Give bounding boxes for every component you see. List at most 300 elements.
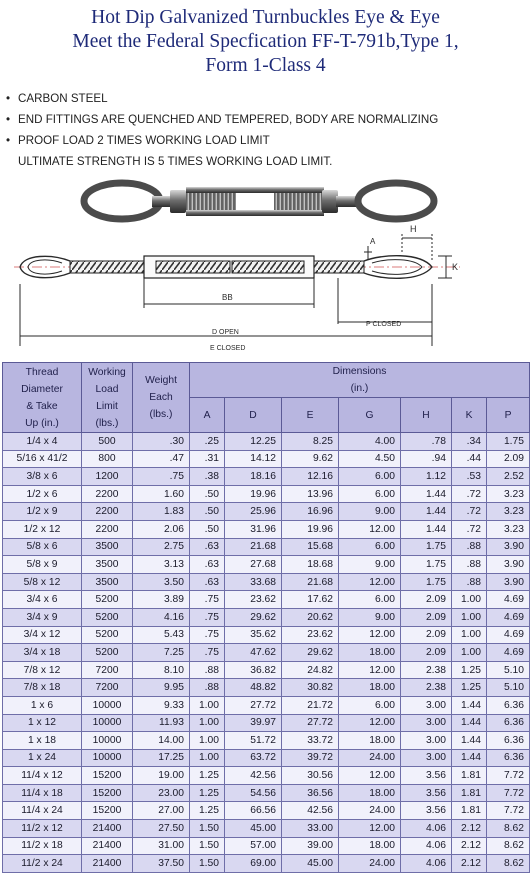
k-cell: .88 bbox=[452, 573, 487, 591]
p-cell: 4.69 bbox=[487, 608, 530, 626]
weight-cell: 27.00 bbox=[133, 802, 190, 820]
g-cell: 18.00 bbox=[339, 679, 401, 697]
title-line-2: Meet the Federal Specfication FF-T-791b,Type 1, bbox=[72, 31, 459, 52]
p-cell: 7.72 bbox=[487, 767, 530, 785]
k-cell: 1.00 bbox=[452, 626, 487, 644]
label-bb: BB bbox=[222, 293, 233, 302]
table-row bbox=[3, 468, 530, 486]
wll-cell: 7200 bbox=[82, 661, 133, 679]
thread-cell: 5/8 x 12 bbox=[3, 573, 82, 591]
e-cell: 13.96 bbox=[282, 485, 339, 503]
e-cell: 21.72 bbox=[282, 696, 339, 714]
h-cell: 1.12 bbox=[401, 468, 452, 486]
weight-cell: 4.16 bbox=[133, 608, 190, 626]
p-cell: 4.69 bbox=[487, 644, 530, 662]
d-cell: 48.82 bbox=[225, 679, 282, 697]
weight-cell: .75 bbox=[133, 468, 190, 486]
wll-cell: 2200 bbox=[82, 520, 133, 538]
a-cell: 1.00 bbox=[190, 732, 225, 750]
h-cell: 2.09 bbox=[401, 591, 452, 609]
header-line: Dimensions bbox=[332, 366, 387, 377]
e-cell: 39.72 bbox=[282, 749, 339, 767]
g-cell: 12.00 bbox=[339, 626, 401, 644]
table-row bbox=[3, 503, 530, 521]
wll-cell: 21400 bbox=[82, 855, 133, 873]
p-cell: 2.09 bbox=[487, 450, 530, 468]
k-cell: .88 bbox=[452, 556, 487, 574]
p-cell: 8.62 bbox=[487, 855, 530, 873]
e-cell: 30.82 bbox=[282, 679, 339, 697]
d-cell: 39.97 bbox=[225, 714, 282, 732]
h-cell: 2.09 bbox=[401, 608, 452, 626]
h-cell: 1.44 bbox=[401, 503, 452, 521]
p-cell: 3.90 bbox=[487, 538, 530, 556]
weight-cell: 3.50 bbox=[133, 573, 190, 591]
table-row bbox=[3, 820, 530, 838]
e-cell: 33.72 bbox=[282, 732, 339, 750]
a-cell: 1.50 bbox=[190, 837, 225, 855]
title-line-1: Hot Dip Galvanized Turnbuckles Eye & Eye bbox=[91, 7, 440, 28]
k-cell: .53 bbox=[452, 468, 487, 486]
k-cell: .72 bbox=[452, 485, 487, 503]
thread-diameter-header bbox=[3, 363, 82, 433]
a-cell: 1.50 bbox=[190, 855, 225, 873]
g-cell: 9.00 bbox=[339, 503, 401, 521]
e-cell: 45.00 bbox=[282, 855, 339, 873]
weight-cell: 27.50 bbox=[133, 820, 190, 838]
title-line-3: Form 1-Class 4 bbox=[205, 55, 326, 76]
wll-cell: 3500 bbox=[82, 573, 133, 591]
table-row bbox=[3, 644, 530, 662]
g-cell: 9.00 bbox=[339, 608, 401, 626]
g-cell: 18.00 bbox=[339, 837, 401, 855]
h-cell: 2.09 bbox=[401, 644, 452, 662]
thread-cell: 1/4 x 4 bbox=[3, 433, 82, 451]
d-cell: 69.00 bbox=[225, 855, 282, 873]
k-cell: 1.25 bbox=[452, 661, 487, 679]
a-cell: 1.00 bbox=[190, 749, 225, 767]
h-cell: .78 bbox=[401, 433, 452, 451]
table-row bbox=[3, 520, 530, 538]
k-cell: 1.44 bbox=[452, 696, 487, 714]
h-cell: 2.38 bbox=[401, 679, 452, 697]
weight-cell: 3.89 bbox=[133, 591, 190, 609]
right-nut bbox=[322, 190, 338, 213]
g-cell: 18.00 bbox=[339, 732, 401, 750]
wll-cell: 500 bbox=[82, 433, 133, 451]
thread-cell: 1/2 x 9 bbox=[3, 503, 82, 521]
header-line: Working bbox=[88, 366, 126, 378]
table-row bbox=[3, 802, 530, 820]
body-frame-bottom bbox=[186, 210, 324, 216]
weight-cell: 1.83 bbox=[133, 503, 190, 521]
p-cell: 3.90 bbox=[487, 573, 530, 591]
table-row bbox=[3, 732, 530, 750]
wll-cell: 2200 bbox=[82, 485, 133, 503]
table-row bbox=[3, 450, 530, 468]
p-cell: 6.36 bbox=[487, 714, 530, 732]
wll-cell: 15200 bbox=[82, 802, 133, 820]
weight-cell: 7.25 bbox=[133, 644, 190, 662]
p-cell: 5.10 bbox=[487, 661, 530, 679]
h-cell: 3.56 bbox=[401, 784, 452, 802]
p-cell: 2.52 bbox=[487, 468, 530, 486]
thread-cell: 3/4 x 9 bbox=[3, 608, 82, 626]
left-eye bbox=[84, 183, 160, 219]
k-cell: 2.12 bbox=[452, 855, 487, 873]
d-cell: 31.96 bbox=[225, 520, 282, 538]
e-cell: 24.82 bbox=[282, 661, 339, 679]
k-cell: 1.00 bbox=[452, 608, 487, 626]
weight-cell: 17.25 bbox=[133, 749, 190, 767]
a-cell: 1.00 bbox=[190, 696, 225, 714]
label-p-closed: P CLOSED bbox=[366, 321, 402, 328]
wll-cell: 10000 bbox=[82, 696, 133, 714]
d-cell: 45.00 bbox=[225, 820, 282, 838]
thread-cell: 3/4 x 12 bbox=[3, 626, 82, 644]
thread-cell: 11/4 x 18 bbox=[3, 784, 82, 802]
a-cell: .50 bbox=[190, 503, 225, 521]
h-cell: 1.75 bbox=[401, 538, 452, 556]
wll-cell: 7200 bbox=[82, 679, 133, 697]
table-row bbox=[3, 767, 530, 785]
thread-cell: 11/2 x 18 bbox=[3, 837, 82, 855]
table-row bbox=[3, 626, 530, 644]
header-line: Limit bbox=[96, 400, 118, 412]
bullet-marker: • bbox=[6, 134, 11, 147]
table-row bbox=[3, 855, 530, 873]
table-row bbox=[3, 556, 530, 574]
weight-cell: 2.75 bbox=[133, 538, 190, 556]
weight-cell: .47 bbox=[133, 450, 190, 468]
specification-table bbox=[2, 362, 530, 873]
g-cell: 12.00 bbox=[339, 714, 401, 732]
a-cell: 1.50 bbox=[190, 820, 225, 838]
e-cell: 20.62 bbox=[282, 608, 339, 626]
p-cell: 3.23 bbox=[487, 485, 530, 503]
p-cell: 3.23 bbox=[487, 503, 530, 521]
wll-cell: 10000 bbox=[82, 732, 133, 750]
bullet-marker: • bbox=[6, 113, 11, 126]
e-cell: 27.72 bbox=[282, 714, 339, 732]
table-row bbox=[3, 661, 530, 679]
weight-cell: 14.00 bbox=[133, 732, 190, 750]
thread-cell: 11/4 x 24 bbox=[3, 802, 82, 820]
h-cell: 3.00 bbox=[401, 749, 452, 767]
table-row bbox=[3, 538, 530, 556]
wll-cell: 10000 bbox=[82, 749, 133, 767]
thread-cell: 1 x 24 bbox=[3, 749, 82, 767]
a-cell: .31 bbox=[190, 450, 225, 468]
h-cell: 2.38 bbox=[401, 661, 452, 679]
a-cell: 1.25 bbox=[190, 802, 225, 820]
d-cell: 54.56 bbox=[225, 784, 282, 802]
h-cell: 3.00 bbox=[401, 696, 452, 714]
thread-cell: 5/8 x 9 bbox=[3, 556, 82, 574]
table-row bbox=[3, 837, 530, 855]
label-k: K bbox=[452, 262, 459, 272]
header-line: Diameter bbox=[21, 383, 63, 395]
wll-cell: 3500 bbox=[82, 556, 133, 574]
a-cell: .38 bbox=[190, 468, 225, 486]
a-cell: .75 bbox=[190, 608, 225, 626]
table-row bbox=[3, 608, 530, 626]
thread-cell: 5/8 x 6 bbox=[3, 538, 82, 556]
header-line: Up (in.) bbox=[25, 417, 59, 429]
left-rod bbox=[70, 261, 144, 273]
thread-cell: 1 x 18 bbox=[3, 732, 82, 750]
wll-cell: 5200 bbox=[82, 608, 133, 626]
col-header-e: E bbox=[282, 398, 339, 433]
g-cell: 6.00 bbox=[339, 538, 401, 556]
d-cell: 42.56 bbox=[225, 767, 282, 785]
thread-cell: 5/16 x 41/2 bbox=[3, 450, 82, 468]
p-cell: 1.75 bbox=[487, 433, 530, 451]
table-row bbox=[3, 485, 530, 503]
a-cell: .75 bbox=[190, 644, 225, 662]
p-cell: 7.72 bbox=[487, 802, 530, 820]
dimensions-header bbox=[190, 363, 530, 398]
k-cell: .34 bbox=[452, 433, 487, 451]
a-cell: .88 bbox=[190, 679, 225, 697]
bullet-text: END FITTINGS ARE QUENCHED AND TEMPERED, BODY ARE NORMALIZING bbox=[18, 113, 439, 126]
d-cell: 12.25 bbox=[225, 433, 282, 451]
wll-cell: 1200 bbox=[82, 468, 133, 486]
thread-cell: 3/4 x 6 bbox=[3, 591, 82, 609]
thread-cell: 7/8 x 18 bbox=[3, 679, 82, 697]
a-cell: .63 bbox=[190, 538, 225, 556]
h-cell: 4.06 bbox=[401, 837, 452, 855]
table-row bbox=[3, 679, 530, 697]
header-line: (lbs.) bbox=[95, 417, 119, 429]
weight-each-header bbox=[133, 363, 190, 433]
table-row bbox=[3, 433, 530, 451]
d-cell: 35.62 bbox=[225, 626, 282, 644]
d-cell: 63.72 bbox=[225, 749, 282, 767]
col-header-h: H bbox=[401, 398, 452, 433]
right-eye bbox=[358, 183, 434, 219]
thread-cell: 1 x 12 bbox=[3, 714, 82, 732]
weight-cell: .30 bbox=[133, 433, 190, 451]
wll-cell: 5200 bbox=[82, 644, 133, 662]
h-cell: 4.06 bbox=[401, 855, 452, 873]
g-cell: 12.00 bbox=[339, 767, 401, 785]
right-rod bbox=[314, 261, 364, 273]
h-cell: 1.44 bbox=[401, 485, 452, 503]
k-cell: .72 bbox=[452, 503, 487, 521]
p-cell: 6.36 bbox=[487, 696, 530, 714]
bullet-item bbox=[6, 130, 526, 151]
working-load-limit-header bbox=[82, 363, 133, 433]
thread-cell: 3/8 x 6 bbox=[3, 468, 82, 486]
p-cell: 6.36 bbox=[487, 732, 530, 750]
k-cell: 1.81 bbox=[452, 767, 487, 785]
d-cell: 47.62 bbox=[225, 644, 282, 662]
table-body bbox=[3, 433, 530, 873]
bullet-item bbox=[6, 88, 526, 109]
left-thread bbox=[186, 193, 236, 210]
d-cell: 66.56 bbox=[225, 802, 282, 820]
g-cell: 4.50 bbox=[339, 450, 401, 468]
e-cell: 18.68 bbox=[282, 556, 339, 574]
d-cell: 57.00 bbox=[225, 837, 282, 855]
table-row bbox=[3, 784, 530, 802]
wll-cell: 3500 bbox=[82, 538, 133, 556]
bullet-marker: • bbox=[6, 92, 11, 105]
k-cell: 2.12 bbox=[452, 820, 487, 838]
a-cell: .63 bbox=[190, 573, 225, 591]
bullet-item bbox=[6, 109, 526, 130]
g-cell: 12.00 bbox=[339, 520, 401, 538]
d-cell: 21.68 bbox=[225, 538, 282, 556]
e-cell: 21.68 bbox=[282, 573, 339, 591]
a-cell: 1.00 bbox=[190, 714, 225, 732]
g-cell: 6.00 bbox=[339, 485, 401, 503]
weight-cell: 3.13 bbox=[133, 556, 190, 574]
d-cell: 33.68 bbox=[225, 573, 282, 591]
d-cell: 25.96 bbox=[225, 503, 282, 521]
e-cell: 9.62 bbox=[282, 450, 339, 468]
wll-cell: 15200 bbox=[82, 784, 133, 802]
e-cell: 17.62 bbox=[282, 591, 339, 609]
thread-cell: 11/2 x 12 bbox=[3, 820, 82, 838]
label-e-closed: E CLOSED bbox=[210, 345, 246, 352]
k-cell: 1.81 bbox=[452, 784, 487, 802]
g-cell: 24.00 bbox=[339, 749, 401, 767]
g-cell: 12.00 bbox=[339, 661, 401, 679]
a-cell: .50 bbox=[190, 520, 225, 538]
turnbuckle-photo bbox=[84, 183, 434, 219]
p-cell: 3.90 bbox=[487, 556, 530, 574]
p-cell: 5.10 bbox=[487, 679, 530, 697]
col-header-g: G bbox=[339, 398, 401, 433]
thread-cell: 1 x 6 bbox=[3, 696, 82, 714]
g-cell: 9.00 bbox=[339, 556, 401, 574]
e-cell: 23.62 bbox=[282, 626, 339, 644]
h-cell: 3.00 bbox=[401, 732, 452, 750]
wll-cell: 5200 bbox=[82, 591, 133, 609]
k-cell: 1.00 bbox=[452, 644, 487, 662]
g-cell: 24.00 bbox=[339, 855, 401, 873]
k-cell: 1.81 bbox=[452, 802, 487, 820]
weight-cell: 9.95 bbox=[133, 679, 190, 697]
label-h: H bbox=[410, 224, 417, 234]
a-cell: 1.25 bbox=[190, 784, 225, 802]
weight-cell: 1.60 bbox=[133, 485, 190, 503]
g-cell: 6.00 bbox=[339, 468, 401, 486]
h-cell: 2.09 bbox=[401, 626, 452, 644]
header-line: Each bbox=[149, 392, 173, 403]
e-cell: 29.62 bbox=[282, 644, 339, 662]
a-cell: .63 bbox=[190, 556, 225, 574]
p-cell: 8.62 bbox=[487, 820, 530, 838]
a-cell: .50 bbox=[190, 485, 225, 503]
p-cell: 7.72 bbox=[487, 784, 530, 802]
wll-cell: 15200 bbox=[82, 767, 133, 785]
h-cell: 4.06 bbox=[401, 820, 452, 838]
k-cell: 1.44 bbox=[452, 732, 487, 750]
a-cell: .75 bbox=[190, 626, 225, 644]
label-a: A bbox=[370, 237, 376, 246]
d-cell: 51.72 bbox=[225, 732, 282, 750]
g-cell: 18.00 bbox=[339, 644, 401, 662]
bullet-text: ULTIMATE STRENGTH IS 5 TIMES WORKING LOAD LIMIT. bbox=[18, 155, 333, 168]
col-header-k: K bbox=[452, 398, 487, 433]
k-cell: 1.00 bbox=[452, 591, 487, 609]
weight-cell: 23.00 bbox=[133, 784, 190, 802]
g-cell: 6.00 bbox=[339, 591, 401, 609]
page-title bbox=[0, 6, 531, 78]
wll-cell: 21400 bbox=[82, 820, 133, 838]
table-row bbox=[3, 749, 530, 767]
e-cell: 36.56 bbox=[282, 784, 339, 802]
k-cell: .44 bbox=[452, 450, 487, 468]
d-cell: 36.82 bbox=[225, 661, 282, 679]
header-line: Thread bbox=[25, 366, 59, 378]
h-cell: 3.56 bbox=[401, 802, 452, 820]
k-cell: 1.44 bbox=[452, 749, 487, 767]
thread-cell: 3/4 x 18 bbox=[3, 644, 82, 662]
g-cell: 12.00 bbox=[339, 820, 401, 838]
thread-cell: 11/4 x 12 bbox=[3, 767, 82, 785]
g-cell: 24.00 bbox=[339, 802, 401, 820]
d-cell: 14.12 bbox=[225, 450, 282, 468]
weight-cell: 19.00 bbox=[133, 767, 190, 785]
thread-cell: 7/8 x 12 bbox=[3, 661, 82, 679]
weight-cell: 5.43 bbox=[133, 626, 190, 644]
a-cell: 1.25 bbox=[190, 767, 225, 785]
wll-cell: 21400 bbox=[82, 837, 133, 855]
a-cell: .88 bbox=[190, 661, 225, 679]
d-cell: 19.96 bbox=[225, 485, 282, 503]
k-cell: 1.25 bbox=[452, 679, 487, 697]
header-line: Load bbox=[95, 383, 119, 395]
h-cell: 3.56 bbox=[401, 767, 452, 785]
header-line: Weight bbox=[145, 375, 177, 386]
weight-cell: 9.33 bbox=[133, 696, 190, 714]
bullet-text: CARBON STEEL bbox=[18, 92, 108, 105]
weight-cell: 37.50 bbox=[133, 855, 190, 873]
k-cell: .88 bbox=[452, 538, 487, 556]
e-cell: 19.96 bbox=[282, 520, 339, 538]
h-cell: .94 bbox=[401, 450, 452, 468]
table-row bbox=[3, 714, 530, 732]
g-cell: 6.00 bbox=[339, 696, 401, 714]
wll-cell: 10000 bbox=[82, 714, 133, 732]
turnbuckle-diagram bbox=[0, 166, 531, 362]
g-cell: 18.00 bbox=[339, 784, 401, 802]
e-cell: 12.16 bbox=[282, 468, 339, 486]
e-cell: 8.25 bbox=[282, 433, 339, 451]
e-cell: 15.68 bbox=[282, 538, 339, 556]
thread-cell: 1/2 x 6 bbox=[3, 485, 82, 503]
h-cell: 3.00 bbox=[401, 714, 452, 732]
diagram-labels bbox=[210, 224, 458, 352]
weight-cell: 11.93 bbox=[133, 714, 190, 732]
e-cell: 33.00 bbox=[282, 820, 339, 838]
e-cell: 30.56 bbox=[282, 767, 339, 785]
specification-table-container bbox=[2, 362, 529, 870]
thread-cell: 11/2 x 24 bbox=[3, 855, 82, 873]
header-line: (in.) bbox=[350, 383, 369, 394]
k-cell: 1.44 bbox=[452, 714, 487, 732]
d-cell: 18.16 bbox=[225, 468, 282, 486]
a-cell: .75 bbox=[190, 591, 225, 609]
k-cell: 2.12 bbox=[452, 837, 487, 855]
left-nut bbox=[170, 190, 186, 213]
col-header-a: A bbox=[190, 398, 225, 433]
label-d-open: D OPEN bbox=[212, 329, 239, 336]
